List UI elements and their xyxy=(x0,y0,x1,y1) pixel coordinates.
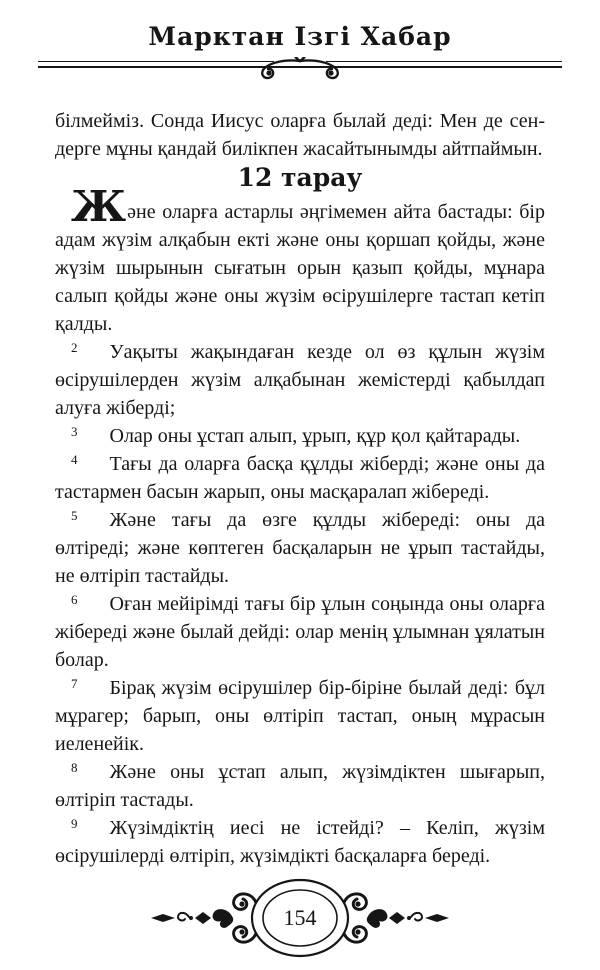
verse-text: Оған мейірімді тағы бір ұлын соңында оны оларға жібереді және былай дейді: олар менің ұлымнан ұялатын болар. xyxy=(55,593,545,671)
verse-text: Уақыты жақындаған кезде ол өз құлын жүзім өсірушілерден жүзім алқабынан жемістерді қабылдап алуға жіберді; xyxy=(55,341,545,419)
verse-text: Тағы да оларға басқа құлды жіберді; және оны да тастармен басын жарып, оны масқаралап жібереді. xyxy=(55,453,545,503)
header-ornament-icon xyxy=(234,57,366,85)
verse-paragraph-1 xyxy=(55,182,545,338)
verse-paragraph-9 xyxy=(55,814,545,870)
verse-text: Және оны ұстап алып, жүзімдіктен шығарып, өлтіріп тастады. xyxy=(55,761,545,811)
verse-text: Және тағы да өзге құлды жібереді: оны да өлтіреді; және көптеген басқаларын не ұрып тастайды, не өлтіріп тастайды. xyxy=(55,509,545,587)
header-divider xyxy=(38,61,562,91)
verse-text: Бірақ жүзім өсірушілер бір-біріне былай деді: бұл мұрагер; барып, оны өлтіріп тастап, оның мұрасын иеленейік. xyxy=(55,677,545,755)
verse-paragraph-2 xyxy=(55,338,545,422)
verse-paragraph-3 xyxy=(55,422,545,450)
verse-number: 2 xyxy=(71,340,78,355)
verse-text: Олар оны ұстап алып, ұрып, құр қол қайтарады. xyxy=(109,425,521,447)
verse-number: 3 xyxy=(71,424,78,439)
page-title: Марктан Ізгі Хабар xyxy=(148,22,452,51)
verse-number: 9 xyxy=(71,816,78,831)
verse-text: әне оларға астарлы әңгімемен айта бастады: бір адам жүзім алқабын екті және оны қоршап қойды, және жүзім шырынын сығатын орын қазып қойды, мұнара салып қойды және оны жүзім өсірушілерге тастап кетіп қалды. xyxy=(55,201,545,335)
page-footer xyxy=(0,874,600,962)
verse-paragraph-5 xyxy=(55,506,545,590)
verse-paragraph-7 xyxy=(55,674,545,758)
verse-number: 6 xyxy=(71,592,78,607)
verse-number: 7 xyxy=(71,676,78,691)
verse-paragraph-6 xyxy=(55,590,545,674)
chapter-heading: 12 тарау xyxy=(237,163,363,192)
footer-ornament-icon xyxy=(130,874,470,962)
verse-initial-dropcap: Ж xyxy=(71,182,128,231)
intro-paragraph: білмейміз. Сонда Иисус оларға былай деді: Мен де сен-дерге мұны қандай билікпен жасайтынымды айтпаймын. xyxy=(55,110,545,160)
verse-number: 5 xyxy=(71,508,78,523)
page-number: 154 xyxy=(283,905,317,930)
verse-text: Жүзімдіктің иесі не істейді? – Келіп, жүзім өсірушілерді өлтіріп, жүзімдікті басқаларға береді. xyxy=(55,817,545,867)
scripture-text xyxy=(0,91,600,870)
verse-number: 4 xyxy=(71,452,78,467)
verse-paragraph-4 xyxy=(55,450,545,506)
book-header xyxy=(0,0,600,91)
verse-paragraph-8 xyxy=(55,758,545,814)
verse-number: 8 xyxy=(71,760,78,775)
